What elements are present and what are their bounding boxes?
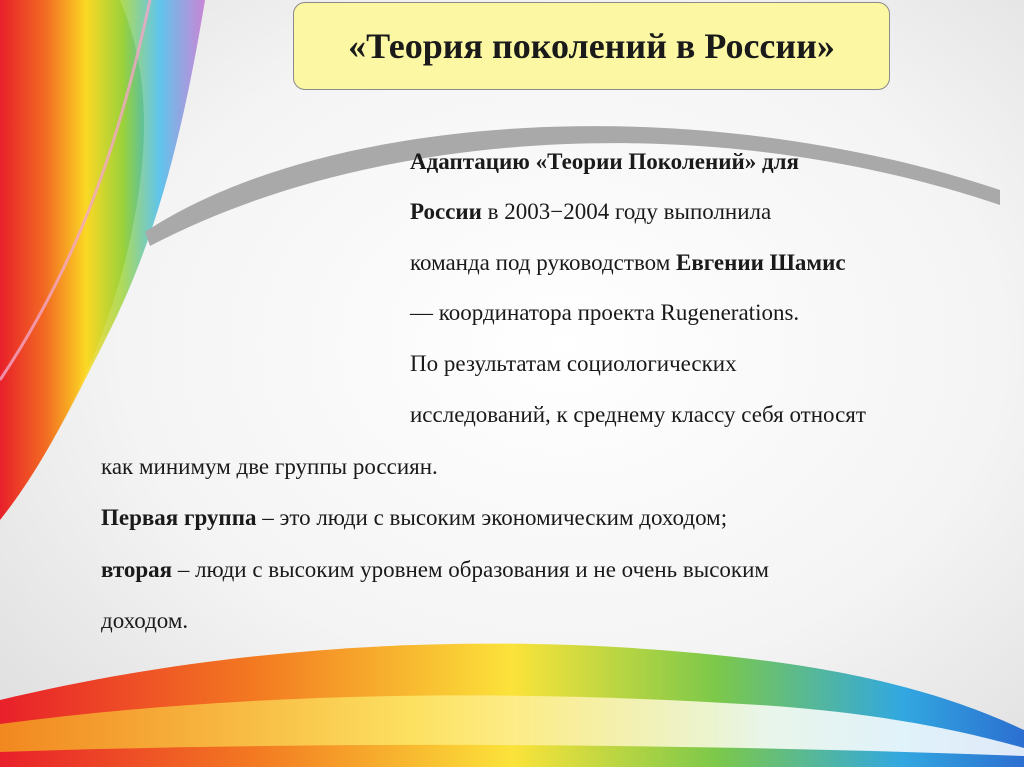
title-box [293, 2, 890, 90]
body-line-5: По результатам социологических [410, 351, 737, 376]
body-line-2-rest: в 2003−2004 году выполнила [481, 199, 772, 224]
body-line-6: исследований, к среднему классу себя относят [410, 402, 866, 427]
body-line-3-pre: команда под руководством [410, 250, 677, 275]
body-line-3 [410, 249, 846, 277]
body-line-7: как минимум две группы россиян. [101, 454, 438, 479]
body-shamis-bold: Евгении Шамис [676, 250, 846, 275]
first-group-bold: Первая группа [101, 505, 257, 530]
body-line-4: — координатора проекта Rugenerations. [410, 300, 800, 325]
body-russia-bold: России [410, 199, 482, 224]
second-group-bold: вторая [101, 557, 173, 582]
body-line-8 [101, 504, 727, 532]
slide-title: «Теория поколений в России» [348, 25, 835, 66]
body-line-1-text: Адаптацию «Теории Поколений» для [410, 149, 799, 174]
body-line-9-rest: – люди с высоким уровнем образования и не очень высоким [172, 557, 769, 582]
body-line-10: доходом. [101, 608, 189, 633]
body-line-2 [410, 198, 771, 226]
body-line-1 [410, 148, 799, 176]
body-line-8-rest: – это люди с высоким экономическим доходом; [256, 505, 728, 530]
body-line-9 [101, 556, 769, 584]
